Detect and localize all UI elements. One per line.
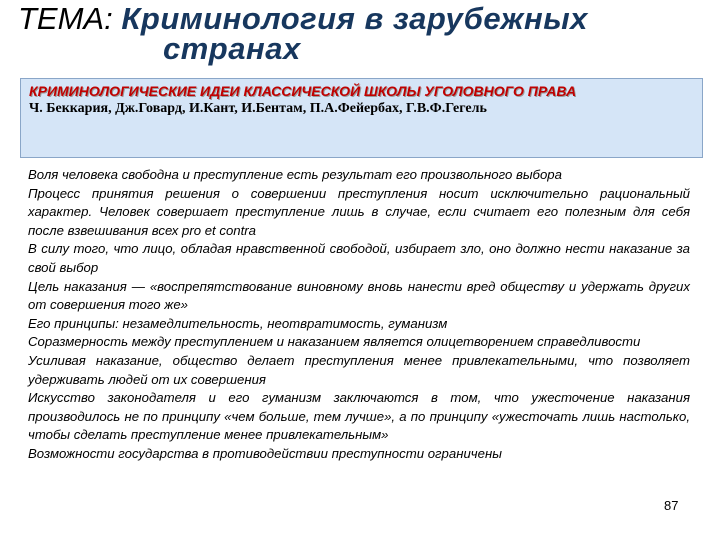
list-item: Процесс принятия решения о совершении преступления носит исключительно рациональный характер. Человек совершает преступление лишь в случае, если считает его полезным для себя после взвешивания всех pro et contra (28, 185, 690, 238)
list-item: Искусство законодателя и его гуманизм заключаются в том, что ужесточение наказания производилось не по принципу «чем больше, тем лучше», а по принципу «ужесточать лишь настолько, чтобы сделать преступление менее привлекательным» (28, 390, 690, 443)
ideas-list (28, 166, 690, 464)
school-info-box (20, 78, 703, 158)
title-main-line1: Криминология в зарубежных (121, 1, 588, 36)
list-item: В силу того, что лицо, обладая нравственной свободой, избирает зло, оно должно нести наказание за свой выбор (28, 241, 690, 275)
list-item: Цель наказания — «воспрепятствование виновному вновь нанести вред обществу и удержать других от совершения того же» (28, 278, 690, 313)
page-number: 87 (664, 498, 679, 513)
title-main-line2: странах (163, 31, 301, 66)
list-item: Его принципы: незамедлительность, неотвратимость, гуманизм (28, 315, 448, 331)
slide-title (18, 1, 708, 66)
list-item: Усиливая наказание, общество делает преступления менее привлекательными, что позволяет удерживать людей от их совершения (28, 352, 690, 387)
box-heading: КРИМИНОЛОГИЧЕСКИЕ ИДЕИ КЛАССИЧЕСКОЙ ШКОЛЫ УГОЛОВНОГО ПРАВА (29, 83, 577, 99)
scholars-list: Ч. Беккария, Дж.Говард, И.Кант, И.Бентам, П.А.Фейербах, Г.В.Ф.Гегель (29, 101, 487, 116)
list-item: Воля человека свободна и преступление есть результат его произвольного выбора (28, 167, 562, 182)
list-item: Соразмерность между преступлением и наказанием является олицетворением справедливости (28, 334, 641, 350)
list-item: Возможности государства в противодействии преступности ограничены (28, 445, 502, 461)
title-prefix: ТЕМА: (18, 1, 113, 36)
